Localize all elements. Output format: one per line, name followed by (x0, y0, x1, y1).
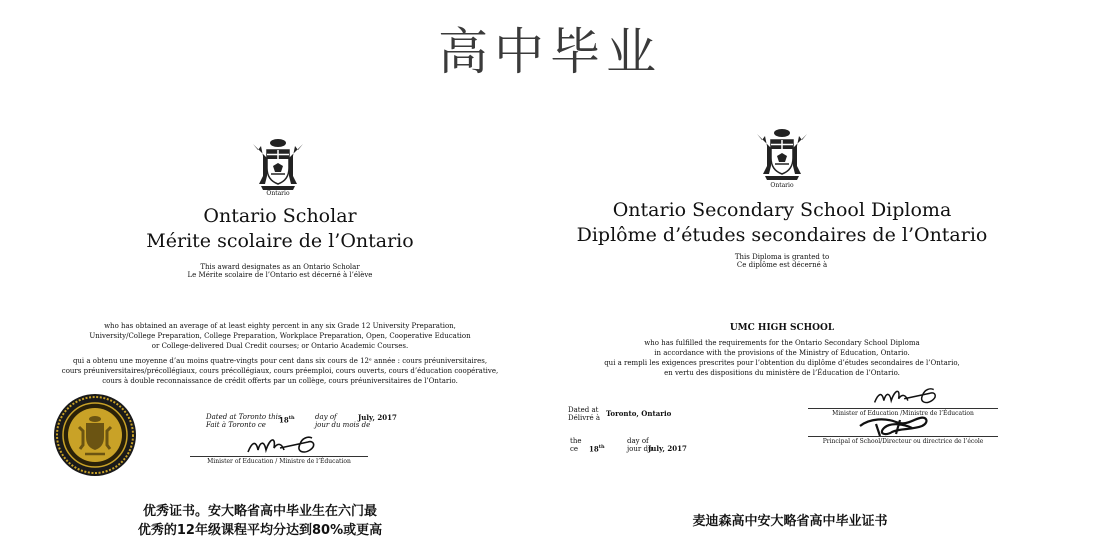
dated-fr: Fait à Toronto ce (206, 421, 266, 429)
heading-en: Ontario Secondary School Diploma (612, 199, 952, 221)
heading-fr: Mérite scolaire de l’Ontario (146, 230, 414, 252)
diploma-body-line: en vertu des dispositions du ministère de l’Éducation de l’Ontario. (664, 369, 900, 377)
dated-fr: Délivré à (568, 414, 601, 422)
day-suffix: th (598, 444, 605, 450)
dated-en: Dated at Toronto this (206, 413, 282, 421)
minister-title: Minister of Education /Ministre de l’Éducation (832, 410, 974, 417)
body-en-line: who has obtained an average of at least eighty percent in any six Grade 12 University Preparation, (104, 322, 456, 330)
day-of-en: day of (627, 437, 649, 445)
day-num: 18 (589, 444, 599, 454)
principal-signature-icon (856, 412, 936, 438)
school-name: UMC HIGH SCHOOL (729, 323, 835, 333)
day-of-en: day of (315, 413, 337, 421)
day-suffix: th (288, 415, 295, 421)
day-num: 18 (279, 415, 289, 425)
page-title: 高中毕业 (438, 23, 662, 81)
principal-title: Principal of School/Directeur ou directrice de l’école (822, 438, 984, 445)
day-number (589, 442, 605, 454)
right-caption: 麦迪森高中安大略省高中毕业证书 (692, 514, 888, 529)
crest-label: Ontario (266, 190, 290, 197)
place: Toronto, Ontario (606, 409, 672, 418)
left-caption-line: 优秀证书。安大略省高中毕业生在六门最 (142, 504, 377, 519)
diploma-body-line: qui a rempli les exigences prescrites pour l’obtention du diplôme d’études secondaires de l’Ontario, (604, 359, 960, 367)
body-fr-line: qui a obtenu une moyenne d’au moins quatre-vingts pour cent dans six cours de 12ᵉ année : cours préuniversitaires, (72, 357, 488, 365)
the-fr: ce (570, 445, 579, 453)
minister-title: Minister of Education / Ministre de l’Éducation (207, 458, 351, 465)
crest-label: Ontario (770, 182, 794, 189)
left-caption-line: 优秀的12年级课程平均分达到80%或更高 (137, 523, 383, 538)
designates-fr: Le Mérite scolaire de l’Ontario est décerné à l’élève (187, 271, 373, 279)
month-year: July, 2017 (648, 444, 687, 453)
diploma-body-line: in accordance with the provisions of the Ministry of Education, Ontario. (654, 349, 910, 357)
body-en-line: University/College Preparation, College Preparation, Workplace Preparation, Open, Cooperative Education (89, 332, 471, 340)
body-fr-line: cours à double reconnaissance de crédit offerts par un collège, cours préuniversitaires de l’Ontario. (102, 377, 458, 385)
heading-en: Ontario Scholar (203, 205, 357, 227)
minister-line (808, 408, 998, 409)
heading-fr: Diplôme d’études secondaires de l’Ontario (576, 224, 988, 246)
diploma-body-line: who has fulfilled the requirements for the Ontario Secondary School Diploma (644, 339, 920, 347)
body-fr-line: cours préuniversitaires/précollégiaux, cours précollégiaux, cours préemploi, cours ouverts, cours d’éducation coopérative, (61, 367, 499, 375)
the-en: the (570, 437, 582, 445)
dated-en: Dated at (568, 406, 599, 414)
minister-signature-icon (868, 384, 944, 408)
day-of-fr: jour du (627, 445, 653, 453)
designates-en: This award designates as an Ontario Scholar (200, 263, 360, 271)
ontario-crest-icon (753, 126, 811, 182)
day-of-fr: jour du mois de (315, 421, 371, 429)
diploma-body (582, 338, 982, 378)
principal-line (808, 436, 998, 437)
month-year: July, 2017 (358, 413, 397, 422)
granted-fr: Ce diplôme est décerné à (736, 261, 828, 269)
granted-en: This Diploma is granted to (734, 253, 830, 261)
body-en-line: or College-delivered Dual Credit courses; or Ontario Academic Courses. (151, 342, 409, 350)
